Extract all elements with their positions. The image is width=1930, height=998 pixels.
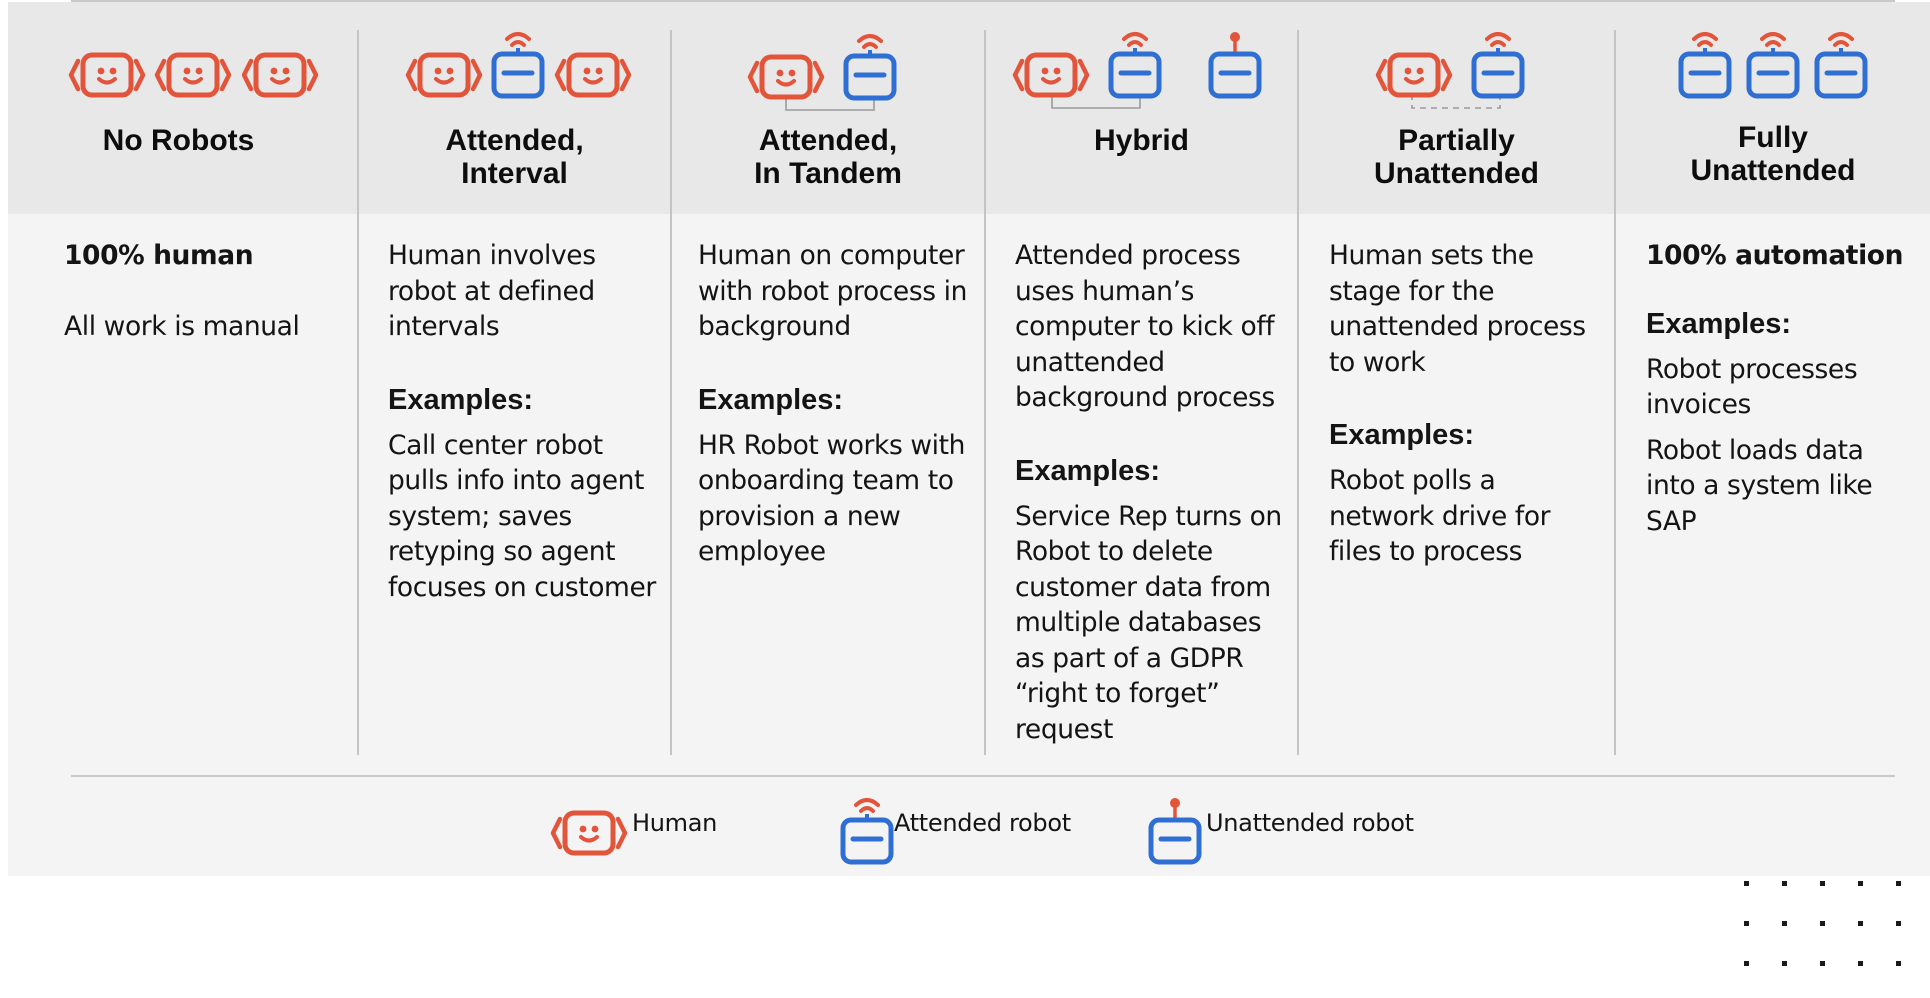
column-icons bbox=[986, 22, 1297, 122]
attended-robot-icon bbox=[1678, 30, 1732, 100]
column-icons bbox=[359, 22, 670, 122]
examples-heading: Examples: bbox=[1015, 454, 1161, 487]
column-description: All work is manual bbox=[64, 310, 300, 342]
column-fully-unattended bbox=[1616, 0, 1930, 760]
human-icon bbox=[556, 52, 630, 98]
human-icon bbox=[243, 52, 317, 98]
decorative-dot bbox=[1782, 881, 1787, 886]
decorative-dot bbox=[1820, 881, 1825, 886]
example-text: HR Robot works with onboarding team to provision a new employee bbox=[698, 429, 966, 567]
column-title-line: Fully bbox=[1737, 121, 1808, 154]
decorative-dot bbox=[1782, 961, 1787, 966]
column-icons bbox=[1616, 22, 1930, 122]
attended-robot-icon bbox=[1108, 30, 1162, 100]
column-body bbox=[698, 238, 968, 570]
column-attended-in-tandem bbox=[672, 0, 984, 760]
column-title bbox=[1299, 124, 1614, 190]
example-text: Robot polls a network drive for files to process bbox=[1329, 465, 1551, 567]
decorative-dot bbox=[1744, 961, 1749, 966]
decorative-dot bbox=[1820, 961, 1825, 966]
decorative-dot bbox=[1896, 961, 1901, 966]
column-title-line: In Tandem bbox=[754, 157, 902, 190]
human-icon bbox=[407, 52, 481, 98]
column-icons bbox=[0, 22, 357, 122]
example-text: Robot loads data into a system like SAP bbox=[1646, 434, 1873, 537]
column-title bbox=[986, 124, 1297, 157]
legend-label: Unattended robot bbox=[1206, 809, 1414, 837]
column-description: Human involves robot at defined intervals bbox=[388, 240, 596, 342]
example-text: Call center robot pulls info into agent system; saves retyping so agent focuses on customer bbox=[388, 429, 656, 603]
column-icons bbox=[672, 22, 984, 122]
column-icons bbox=[1299, 22, 1614, 122]
examples-heading: Examples: bbox=[1646, 307, 1792, 340]
human-icon bbox=[1377, 52, 1451, 98]
human-icon bbox=[156, 52, 230, 98]
decorative-dot bbox=[1896, 921, 1901, 926]
legend-label: Attended robot bbox=[894, 809, 1071, 837]
example-text: Robot processes invoices bbox=[1646, 353, 1858, 420]
column-lead: 100% automation bbox=[1646, 240, 1904, 271]
decorative-dot bbox=[1858, 961, 1863, 966]
decorative-dot bbox=[1782, 921, 1787, 926]
column-body bbox=[1329, 238, 1599, 570]
column-lead: 100% human bbox=[64, 240, 254, 271]
decorative-dot bbox=[1744, 881, 1749, 886]
attended-robot-icon bbox=[840, 796, 894, 866]
column-partially-unattended bbox=[1299, 0, 1614, 760]
decorative-dot bbox=[1744, 921, 1749, 926]
decorative-dot-grid bbox=[1740, 872, 1930, 998]
column-description: Attended process uses human’s computer to kick off unattended background process bbox=[1015, 240, 1275, 413]
column-description: Human sets the stage for the unattended process to work bbox=[1329, 240, 1586, 378]
legend-label: Human bbox=[632, 809, 718, 837]
column-hybrid bbox=[986, 0, 1297, 760]
decorative-dot bbox=[1896, 881, 1901, 886]
legend-rule bbox=[71, 775, 1895, 777]
decorative-dot bbox=[1820, 921, 1825, 926]
examples-heading: Examples: bbox=[388, 383, 534, 416]
column-body bbox=[64, 238, 344, 344]
legend-item-human bbox=[550, 796, 750, 852]
attended-robot-icon bbox=[1814, 30, 1868, 100]
unattended-robot-icon bbox=[1148, 796, 1202, 866]
column-title bbox=[1616, 121, 1930, 187]
decorative-dot bbox=[1858, 921, 1863, 926]
column-title bbox=[0, 124, 357, 157]
column-body bbox=[388, 238, 658, 605]
attended-robot-icon bbox=[491, 30, 545, 100]
attended-robot-icon bbox=[1746, 30, 1800, 100]
column-title-line: Unattended bbox=[1374, 157, 1539, 190]
unattended-robot-icon bbox=[1208, 30, 1262, 100]
column-title-line: Hybrid bbox=[1093, 124, 1189, 157]
column-title-line: Interval bbox=[461, 157, 568, 190]
decorative-dot bbox=[1858, 881, 1863, 886]
human-icon bbox=[1014, 52, 1088, 98]
column-title-line: Unattended bbox=[1690, 154, 1856, 187]
column-title-line: Attended, bbox=[758, 124, 898, 157]
legend-item-attended-robot bbox=[836, 796, 1076, 852]
column-title bbox=[359, 124, 670, 190]
column-body bbox=[1646, 238, 1916, 539]
attended-robot-icon bbox=[1471, 30, 1525, 100]
column-no-robots bbox=[0, 0, 357, 760]
column-title-line: No Robots bbox=[102, 124, 255, 157]
column-attended-interval bbox=[359, 0, 670, 760]
attended-robot-icon bbox=[843, 32, 897, 102]
example-text: Service Rep turns on Robot to delete customer data from multiple databases as part of a GDPR “right to forget” request bbox=[1015, 500, 1282, 745]
column-description: Human on computer with robot process in background bbox=[698, 240, 968, 342]
legend-item-unattended-robot bbox=[1144, 796, 1424, 852]
human-icon bbox=[749, 54, 823, 100]
examples-heading: Examples: bbox=[1329, 419, 1475, 451]
human-icon bbox=[70, 52, 144, 98]
column-body bbox=[1015, 238, 1290, 747]
column-title bbox=[672, 124, 984, 190]
examples-heading: Examples: bbox=[698, 383, 844, 416]
column-title-line: Attended, bbox=[445, 124, 584, 157]
human-icon bbox=[552, 810, 626, 856]
column-title-line: Partially bbox=[1398, 124, 1515, 157]
